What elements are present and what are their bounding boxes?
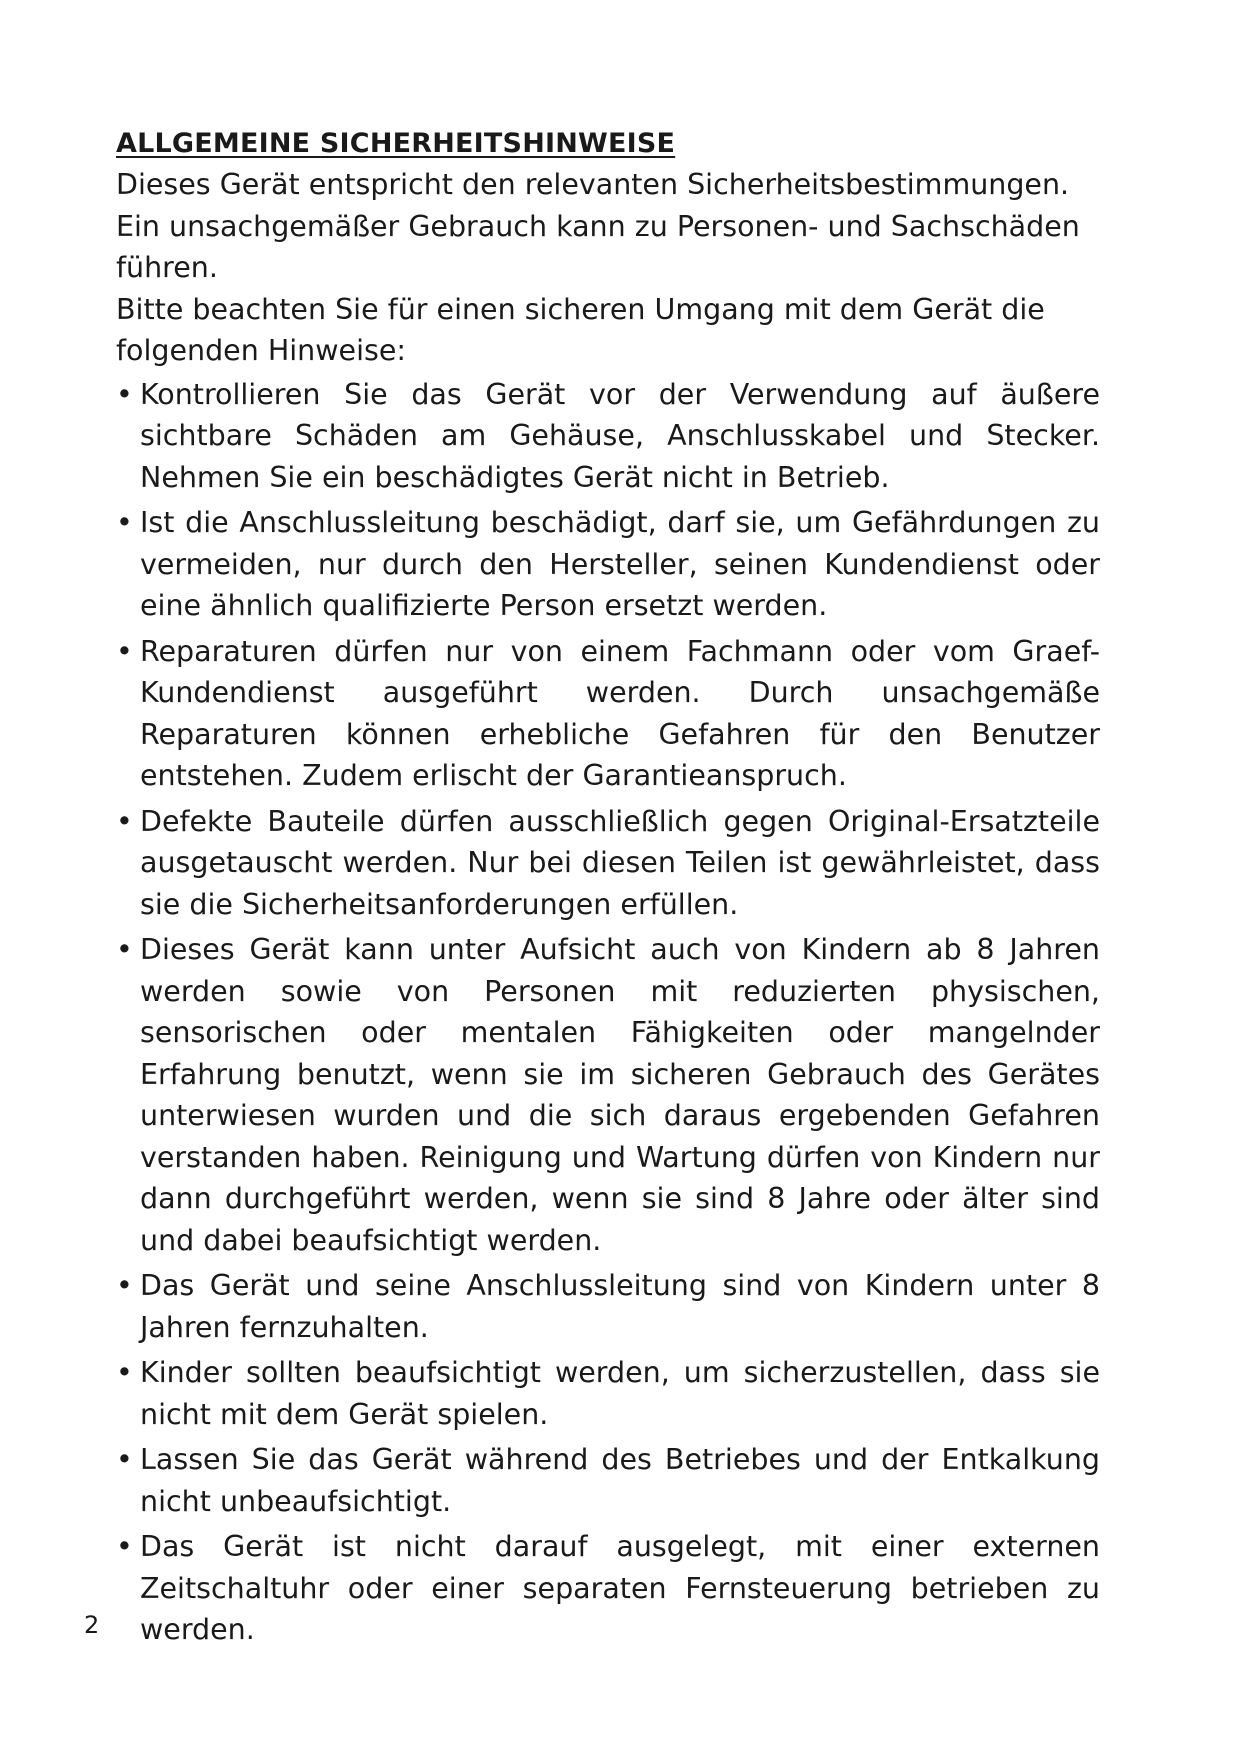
- list-item: [116, 1265, 1100, 1348]
- safety-bullet-list: [116, 374, 1100, 1651]
- list-item: [116, 1526, 1100, 1651]
- list-item: [116, 631, 1100, 797]
- list-item: [116, 801, 1100, 926]
- bullet-text: Dieses Gerät kann unter Aufsicht auch von Kindern ab 8 Jahren werden sowie von Personen mit reduzierten physischen, sensorischen oder mentalen Fähigkeiten oder mangelnder Erfahrung benutzt, wenn sie im sicheren Gebrauch des Gerätes unterwiesen wurden und die sich daraus ergebenden Gefahren verstanden haben. Reinigung und Wartung dürfen von Kindern nur dann durchgeführt werden, wenn sie sind 8 Jahre oder älter sind und dabei beaufsichtigt werden.: [140, 933, 1100, 1257]
- bullet-text: Das Gerät und seine Anschlussleitung sind von Kindern unter 8 Jahren fernzuhalten.: [140, 1269, 1100, 1344]
- bullet-icon: •: [116, 1356, 133, 1389]
- safety-section: [116, 124, 1100, 1655]
- list-item: [116, 1439, 1100, 1522]
- intro-paragraph-1: Dieses Gerät entspricht den relevanten Sicherheitsbestimmungen. Ein unsachgemäßer Gebrauch kann zu Personen- und Sachschäden führen.: [116, 168, 1080, 284]
- bullet-icon: •: [116, 804, 133, 838]
- bullet-icon: •: [116, 634, 133, 668]
- intro-paragraph-2: Bitte beachten Sie für einen sicheren Umgang mit dem Gerät die folgenden Hinweise:: [116, 292, 1045, 367]
- list-item: [116, 929, 1100, 1261]
- section-heading: ALLGEMEINE SICHERHEITSHINWEISE: [116, 128, 676, 159]
- bullet-icon: •: [116, 1530, 133, 1563]
- bullet-text: Kinder sollten beaufsichtigt werden, um sicherzustellen, dass sie nicht mit dem Gerät spielen.: [140, 1356, 1100, 1431]
- bullet-text: Kontrollieren Sie das Gerät vor der Verwendung auf äußere sichtbare Schäden am Gehäuse, Anschlusskabel und Stecker. Nehmen Sie ein beschädigtes Gerät nicht in Betrieb.: [140, 377, 1100, 494]
- bullet-icon: •: [116, 1269, 133, 1302]
- list-item: [116, 374, 1100, 499]
- list-item: [116, 1352, 1100, 1435]
- bullet-icon: •: [116, 377, 133, 411]
- bullet-text: Ist die Anschlussleitung beschädigt, darf sie, um Gefährdungen zu vermeiden, nur durch den Hersteller, seinen Kundendienst oder eine ähnlich qualifizierte Person ersetzt werden.: [140, 506, 1100, 622]
- bullet-icon: •: [116, 933, 133, 966]
- page-number: 2: [84, 1611, 100, 1639]
- bullet-icon: •: [116, 1443, 133, 1476]
- bullet-text: Das Gerät ist nicht darauf ausgelegt, mit einer externen Zeitschaltuhr oder einer separaten Fernsteuerung betrieben zu werden.: [140, 1530, 1100, 1646]
- bullet-text: Reparaturen dürfen nur von einem Fachmann oder vom Graef-Kundendienst ausgeführt werden. Durch unsachgemäße Reparaturen können erhebliche Gefahren für den Benutzer entstehen. Zudem erlischt der Garantieanspruch.: [140, 634, 1100, 792]
- bullet-text: Lassen Sie das Gerät während des Betriebes und der Entkalkung nicht unbeaufsichtigt.: [140, 1443, 1100, 1518]
- list-item: [116, 502, 1100, 627]
- bullet-icon: •: [116, 506, 133, 539]
- bullet-text: Defekte Bauteile dürfen ausschließlich gegen Original-Ersatzteile ausgetauscht werden. Nur bei diesen Teilen ist gewährleistet, dass sie die Sicherheitsanforderungen erfüllen.: [140, 804, 1100, 921]
